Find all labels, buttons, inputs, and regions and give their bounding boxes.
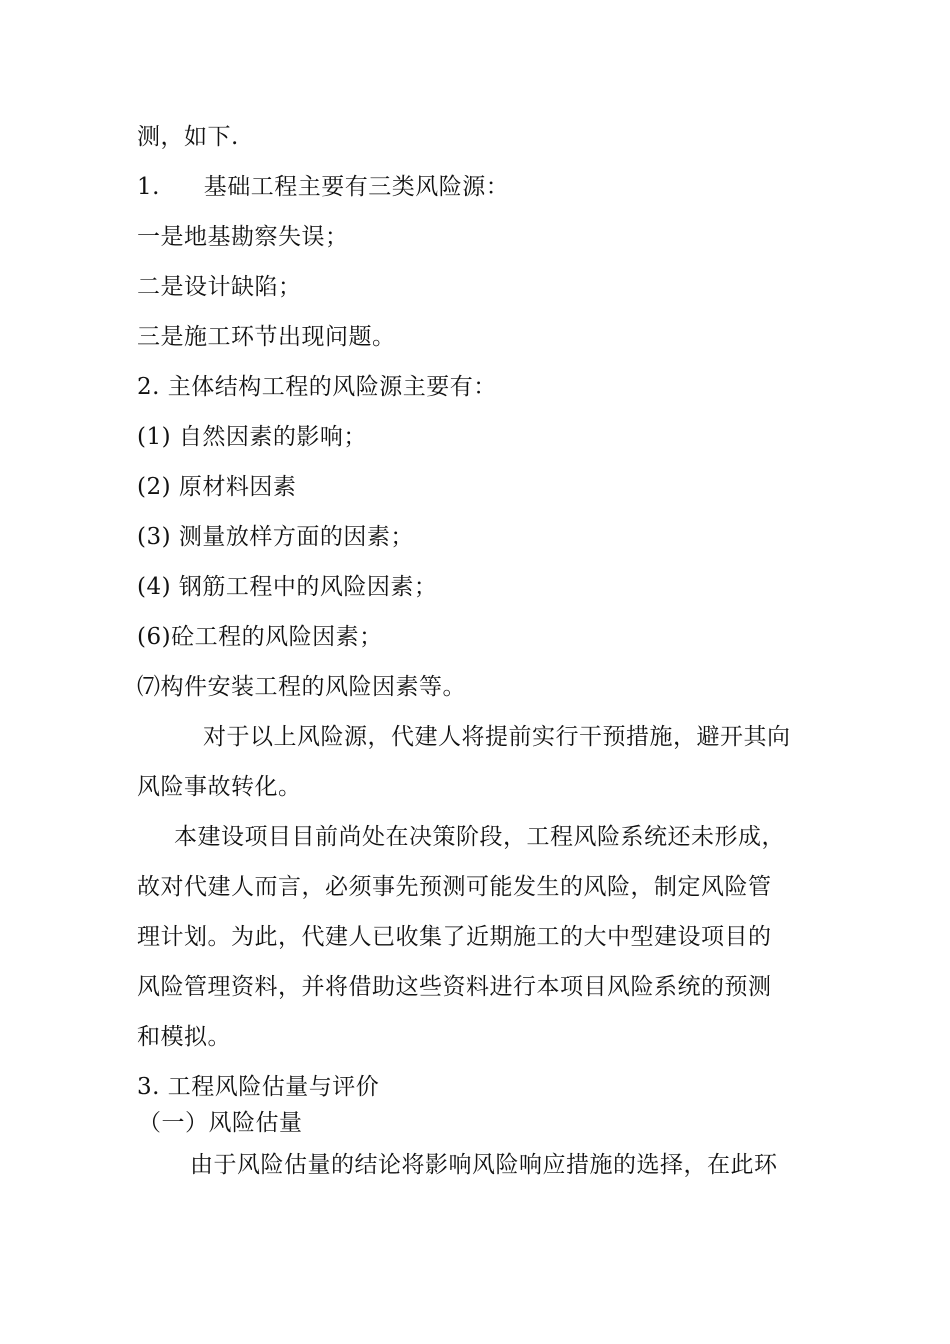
list-item-3: (3) 测量放样方面的因素；: [137, 524, 414, 550]
subsection-heading: （一）风险估量: [138, 1110, 303, 1136]
list-item-6: (6)砼工程的风险因素；: [137, 624, 383, 650]
paragraph-1-line-1: 对于以上风险源，代建人将提前实行干预措施，避开其向: [203, 724, 791, 750]
list-heading-1: [137, 172, 837, 202]
text-line-4: 二是设计缺陷；: [137, 274, 302, 300]
paragraph-2-line-5: 和模拟。: [137, 1024, 231, 1050]
text-line-1: 测，如下.: [137, 124, 239, 150]
paragraph-2-line-2: 故对代建人而言，必须事先预测可能发生的风险，制定风险管: [137, 874, 772, 900]
text-line-3: 一是地基勘察失误；: [137, 224, 349, 250]
list-item-2: (2) 原材料因素: [137, 474, 297, 500]
list-heading-text: 基础工程主要有三类风险源：: [203, 174, 510, 200]
paragraph-2-line-3: 理计划。为此，代建人已收集了近期施工的大中型建设项目的: [137, 924, 772, 950]
list-heading-2: 2. 主体结构工程的风险源主要有：: [137, 374, 497, 400]
paragraph-1-line-2: 风险事故转化。: [137, 774, 302, 800]
list-number: 1.: [137, 174, 160, 200]
paragraph-3-line-1: 由于风险估量的结论将影响风险响应措施的选择，在此环: [190, 1152, 778, 1178]
paragraph-2-line-1: 本建设项目目前尚处在决策阶段，工程风险系统还未形成，: [174, 824, 785, 850]
list-item-7: ⑺构件安装工程的风险因素等。: [137, 674, 466, 700]
list-item-1: (1) 自然因素的影响；: [137, 424, 367, 450]
text-line-5: 三是施工环节出现问题。: [137, 324, 396, 350]
list-item-4: (4) 钢筋工程中的风险因素；: [137, 574, 438, 600]
section-heading-3: 3. 工程风险估量与评价: [137, 1074, 380, 1100]
paragraph-2-line-4: 风险管理资料，并将借助这些资料进行本项目风险系统的预测: [137, 974, 772, 1000]
